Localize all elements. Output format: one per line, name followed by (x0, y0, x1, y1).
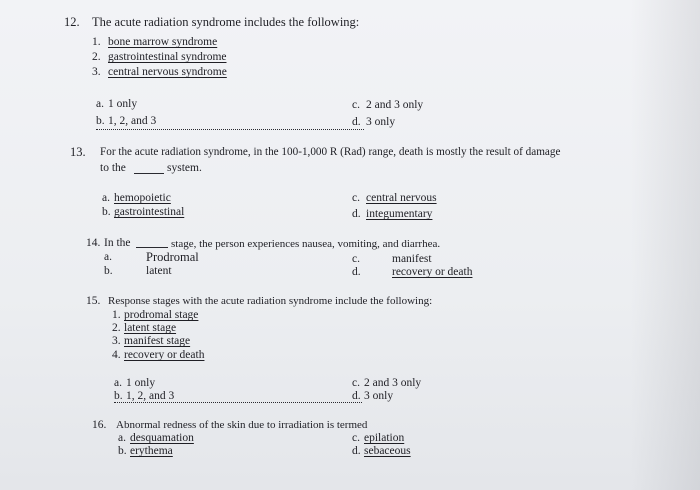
question-stem-continued: stage, the person experiences nausea, vomiting, and diarrhea. (171, 238, 441, 250)
item-text: bone marrow syndrome (108, 36, 218, 48)
choice-letter: a. (96, 98, 104, 110)
question-stem: Abnormal redness of the skin due to irradiation is termed (116, 419, 368, 431)
choice-letter: d. (352, 208, 361, 220)
choice-letter: d. (352, 116, 361, 128)
question-number: 16. (92, 419, 107, 431)
question-stem: Response stages with the acute radiation syndrome include the following: (108, 295, 433, 307)
item-number: 3. (112, 335, 121, 347)
choice-letter: d. (352, 266, 361, 278)
question-stem: In the (104, 237, 131, 249)
choice-text: manifest (392, 253, 432, 265)
choice-text: epilation (364, 432, 405, 444)
choice-underline (114, 402, 362, 403)
choice-letter: b. (102, 206, 111, 218)
item-number: 2. (112, 322, 121, 334)
choice-text: sebaceous (364, 445, 411, 457)
question-stem: For the acute radiation syndrome, in the 100-1,000 R (Rad) range, death is mostly the result of damage (100, 146, 561, 158)
choice-text: hemopoietic (114, 192, 171, 204)
choice-letter: c. (352, 192, 360, 204)
choice-text: latent (146, 265, 172, 277)
question-number: 12. (64, 15, 80, 29)
question-number: 13. (70, 145, 86, 159)
item-text: gastrointestinal syndrome (108, 51, 227, 63)
item-number: 3. (92, 66, 101, 78)
question-stem: The acute radiation syndrome includes the following: (92, 15, 360, 29)
choice-letter: a. (102, 192, 110, 204)
item-number: 2. (92, 51, 101, 63)
choice-letter: b. (114, 390, 123, 402)
choice-text: 2 and 3 only (366, 99, 424, 111)
choice-text: erythema (130, 445, 173, 457)
choice-text: 1 only (126, 377, 156, 389)
question-stem-continued: to the (100, 162, 126, 174)
item-number: 1. (92, 36, 101, 48)
item-text: recovery or death (124, 349, 205, 361)
choice-text: central nervous (366, 192, 437, 204)
choice-text: desquamation (130, 432, 194, 444)
choice-letter: c. (352, 432, 360, 444)
choice-underline (96, 129, 364, 130)
choice-letter: b. (96, 115, 105, 127)
choice-letter: c. (352, 253, 360, 265)
item-text: manifest stage (124, 335, 191, 347)
question-number: 14. (86, 237, 101, 249)
choice-text: 3 only (364, 390, 394, 402)
answer-blank (134, 173, 164, 174)
item-number: 1. (112, 309, 121, 321)
choice-letter: b. (104, 265, 113, 277)
choice-letter: b. (118, 445, 127, 457)
item-number: 4. (112, 349, 121, 361)
question-number: 15. (86, 295, 101, 307)
choice-letter: c. (352, 99, 360, 111)
choice-text: 3 only (366, 116, 396, 128)
choice-letter: c. (352, 377, 360, 389)
item-text: central nervous syndrome (108, 66, 227, 78)
choice-letter: a. (118, 432, 126, 444)
choice-text: Prodromal (146, 250, 199, 264)
choice-letter: d. (352, 390, 361, 402)
choice-text: 1, 2, and 3 (126, 390, 175, 402)
choice-letter: a. (104, 251, 112, 263)
choice-text: integumentary (366, 208, 433, 220)
answer-blank (136, 247, 168, 248)
choice-text: 1, 2, and 3 (108, 115, 157, 127)
choice-letter: a. (114, 377, 122, 389)
question-stem-continued: system. (167, 162, 202, 174)
choice-text: gastrointestinal (114, 206, 185, 218)
item-text: latent stage (124, 322, 177, 334)
choice-text: 1 only (108, 98, 138, 110)
item-text: prodromal stage (124, 309, 199, 321)
page-shadow (630, 0, 700, 490)
choice-letter: d. (352, 445, 361, 457)
choice-text: 2 and 3 only (364, 377, 422, 389)
choice-text: recovery or death (392, 266, 473, 278)
